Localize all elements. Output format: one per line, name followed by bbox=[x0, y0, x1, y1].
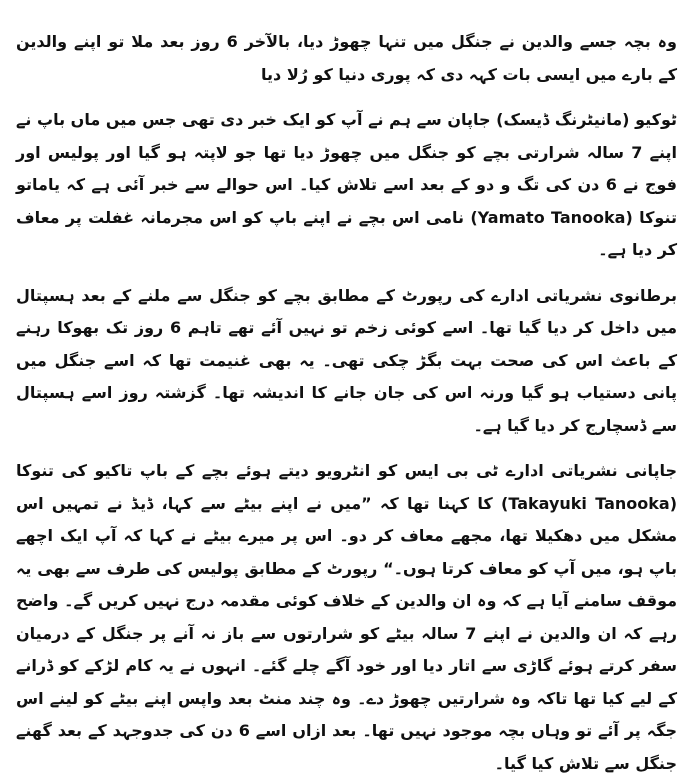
article-paragraph: برطانوی نشریاتی ادارے کی رپورٹ کے مطابق بچے کو جنگل سے ملنے کے بعد ہسپتال میں داخل کر دیا گیا تھا۔ اسے کوئی زخم تو نہیں آئے تھے تاہم 6 روز تک بھوکا رہنے کے باعث اس کی صحت بہت بگڑ چکی تھی۔ یہ بھی غنیمت تھا کہ اسے جنگل میں پانی دستیاب ہو گیا ورنہ اس کی جان جانے کا اندیشہ تھا۔ گزشتہ روز اسے ہسپتال سے ڈسچارج کر دیا گیا ہے۔ bbox=[16, 285, 677, 435]
article-paragraph: ٹوکیو (مانیٹرنگ ڈیسک) جاپان سے ہم نے آپ کو ایک خبر دی تھی جس میں ماں باپ نے اپنے 7 سالہ شرارتی بچے کو جنگل میں چھوڑ دیا تھا جو لاپتہ ہو گیا اور پولیس اور فوج نے 6 دن کی تگ و دو کے بعد اسے تلاش کیا۔ اس حوالے سے خبر آئی ہے کہ یاماتو تنوکا (Yamato Tanooka) نامی اس بچے نے اپنے باپ کو اس مجرمانہ غفلت پر معاف کر دیا ہے۔ bbox=[16, 110, 678, 259]
article-paragraph: جاپانی نشریاتی ادارے ٹی بی ایس کو انٹرویو دیتے ہوئے بچے کے باپ تاکیو کی تنوکا (Takayuki Tanooka) کا کہنا تھا کہ ”میں نے اپنے بیٹے سے کہا، ڈیڈ نے تمہیں اس مشکل میں دھکیلا تھا، مجھے معاف کر دو۔ اس پر میرے بیٹے نے کہا کہ آپ ایک اچھے باپ ہو، میں آپ کو معاف کرتا ہوں۔“ رپورٹ کے مطابق پولیس کی طرف سے بھی یہ موقف سامنے آیا ہے کہ وہ ان والدین کے خلاف کوئی مقدمہ درج نہیں کریں گے۔ واضح رہے کہ ان والدین نے اپنے 7 سالہ بیٹے کو شرارتوں سے باز نہ آنے پر جنگل کے درمیان سفر کرتے ہوئے گاڑی سے اتار دیا اور خود آگے چلے گئے۔ انہوں نے یہ کام لڑکے کو ڈرانے کے لیے کیا تھا تاکہ وہ شرارتیں چھوڑ دے۔ وہ چند منٹ بعد واپس اپنے بیٹے کو لینے اس جگہ پر آئے تو وہاں بچہ موجود نہیں تھا۔ بعد ازاں اسے 6 دن کی جدوجہد کے بعد گھنے جنگل سے تلاش کیا گیا۔ bbox=[16, 461, 677, 773]
article-headline: وہ بچہ جسے والدین نے جنگل میں تنہا چھوڑ دیا، بالآخر 6 روز بعد ملا تو اپنے والدین کے بارے میں ایسی بات کہہ دی کہ پوری دنیا کو رُلا دیا bbox=[16, 32, 677, 84]
